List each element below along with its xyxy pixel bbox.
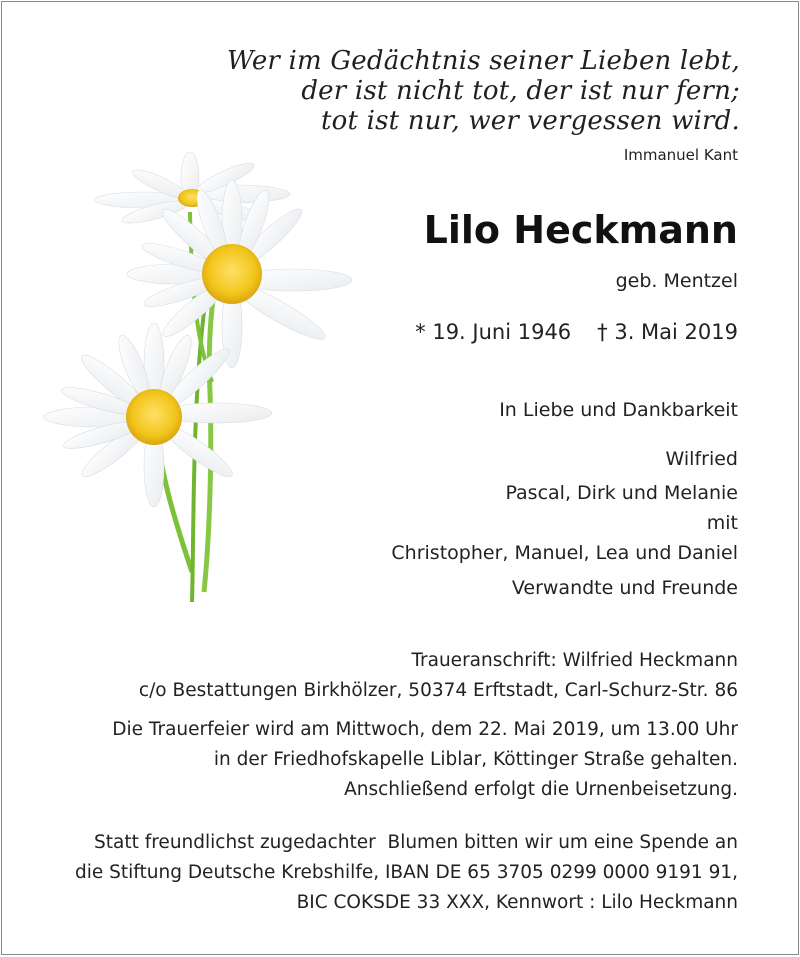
mourning-address xyxy=(139,646,738,706)
birth-name: geb. Mentzel xyxy=(615,270,738,292)
donation-line-2: die Stiftung Deutsche Krebshilfe, IBAN DE 65 3705 0299 0000 9191 91, xyxy=(75,862,738,883)
mourner-grandchildren: Christopher, Manuel, Lea und Daniel xyxy=(391,542,738,564)
quote-line-3: tot ist nur, wer vergessen wird. xyxy=(320,106,740,136)
ceremony-info xyxy=(112,715,738,805)
daisy-flowers-image xyxy=(42,152,352,622)
mourner-others: Verwandte und Freunde xyxy=(511,577,738,599)
donation-line-3: BIC COKSDE 33 XXX, Kennwort : Lilo Heckmann xyxy=(296,892,738,913)
birth-date: * 19. Juni 1946 xyxy=(415,320,572,344)
mourner-spouse: Wilfried xyxy=(665,448,738,470)
address-line-2: c/o Bestattungen Birkhölzer, 50374 Erftstadt, Carl-Schurz-Str. 86 xyxy=(138,680,738,701)
donation-info xyxy=(75,828,738,918)
quote-line-1: Wer im Gedächtnis seiner Lieben lebt, xyxy=(227,46,740,76)
donation-line-1: Statt freundlichst zugedachter Blumen bitten wir um eine Spende an xyxy=(94,832,738,853)
obituary-notice xyxy=(1,1,799,955)
ceremony-line-3: Anschließend erfolgt die Urnenbeisetzung. xyxy=(344,779,738,800)
mourner-with: mit xyxy=(706,512,738,534)
ceremony-line-1: Die Trauerfeier wird am Mittwoch, dem 22. Mai 2019, um 13.00 Uhr xyxy=(112,719,738,740)
deceased-name: Lilo Heckmann xyxy=(423,208,738,252)
quote-line-2: der ist nicht tot, der ist nur fern; xyxy=(301,76,740,106)
mourner-children: Pascal, Dirk und Melanie xyxy=(505,482,738,504)
mourners-intro: In Liebe und Dankbarkeit xyxy=(499,399,738,421)
death-date: † 3. Mai 2019 xyxy=(597,320,738,344)
quote-author: Immanuel Kant xyxy=(623,146,738,164)
address-line-1: Traueranschrift: Wilfried Heckmann xyxy=(411,650,738,671)
memorial-quote xyxy=(227,46,740,136)
ceremony-line-2: in der Friedhofskapelle Liblar, Köttinger Straße gehalten. xyxy=(213,749,738,770)
life-dates xyxy=(415,320,738,344)
